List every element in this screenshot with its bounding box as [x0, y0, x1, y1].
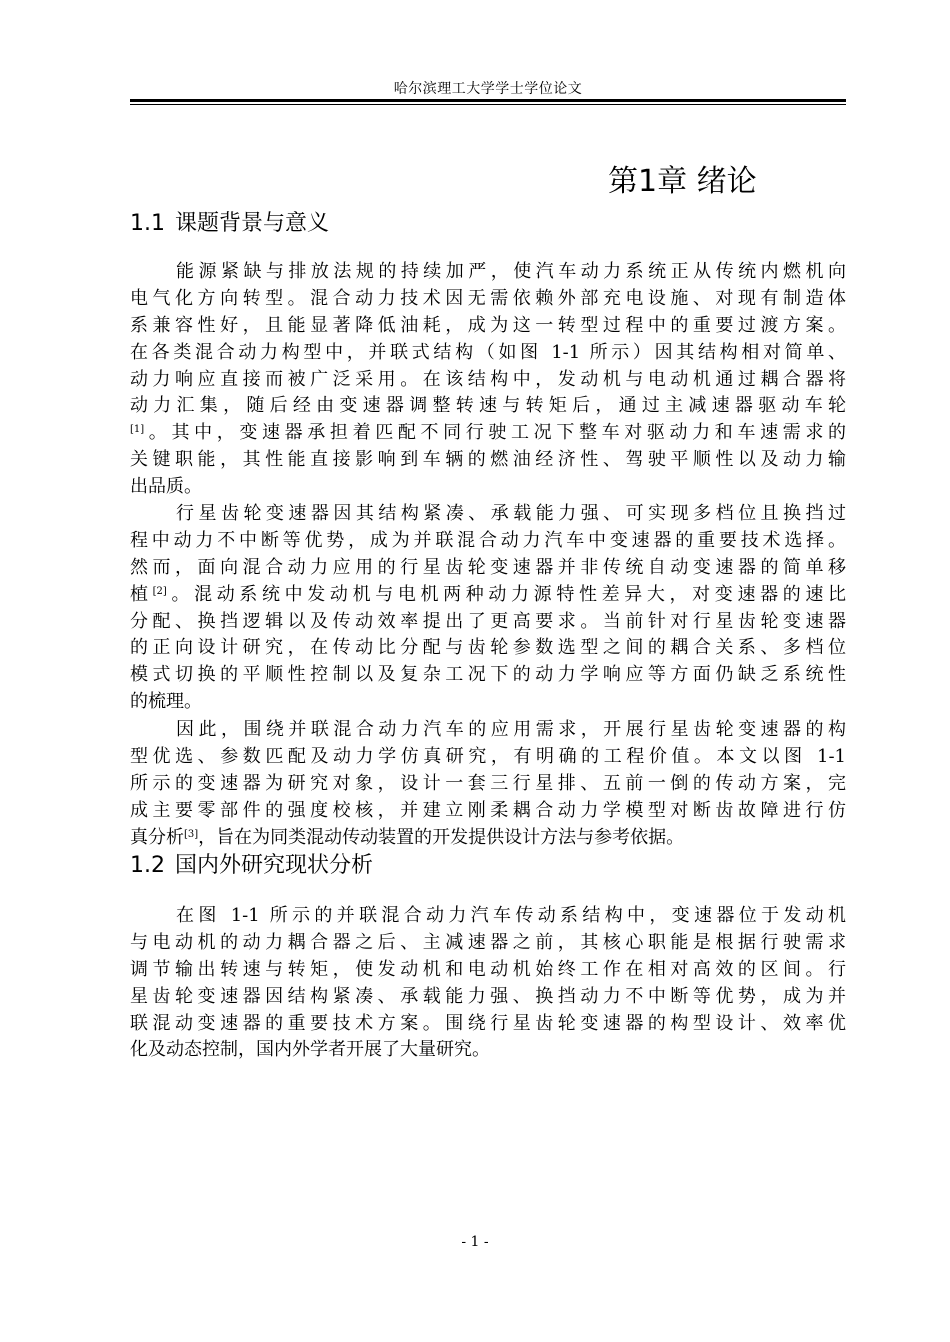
- paragraph-line: 化及动态控制，国内外学者开展了大量研究。: [130, 1039, 490, 1061]
- paragraph-line: 与电动机的动力耦合器之后、主减速器之前，其核心职能是根据行驶需求: [130, 931, 846, 953]
- line-text-start: 植: [130, 583, 153, 605]
- paragraph-line: 联混动变速器的重要技术方案。围绕行星齿轮变速器的构型设计、效率优: [130, 1012, 846, 1034]
- paragraph-line: 在图 1-1 所示的并联混合动力汽车传动系结构中，变速器位于发动机: [176, 905, 846, 926]
- paragraph-line: 系兼容性好，且能显著降低油耗，成为这一转型过程中的重要过渡方案。: [130, 314, 846, 336]
- paragraph-line: [130, 420, 846, 447]
- page-number: - 1 -: [461, 1234, 489, 1250]
- section-title-text: 课题背景与意义: [175, 211, 330, 236]
- citation: [1]: [130, 424, 145, 436]
- paragraph-line: 分配、换挡逻辑以及传动效率提出了更高要求。当前针对行星齿轮变速器: [130, 610, 846, 632]
- page-header: 哈尔滨理工大学学士学位论文: [393, 81, 583, 97]
- paragraph-line: 然而，面向混合动力应用的行星齿轮变速器并非传统自动变速器的简单移: [130, 556, 846, 578]
- paragraph-line: 动力响应直接而被广泛采用。在该结构中，发动机与电动机通过耦合器将: [130, 368, 846, 390]
- citation: [3]: [184, 828, 199, 840]
- line-text: ，旨在为同类混动传动装置的开发提供设计方法与参考依据。: [198, 826, 685, 848]
- paragraph-line: 所示的变速器为研究对象，设计一套三行星排、五前一倒的传动方案，完: [130, 772, 846, 794]
- paragraph-line: 模式切换的平顺性控制以及复杂工况下的动力学响应等方面仍缺乏系统性: [130, 664, 846, 686]
- paragraph: [130, 259, 846, 501]
- section-heading-1-2: [130, 848, 373, 879]
- paragraph-line: 的正向设计研究，在传动比分配与齿轮参数选型之间的耦合关系、多档位: [130, 637, 846, 659]
- paragraph-line: 因此，围绕并联混合动力汽车的应用需求，开展行星齿轮变速器的构: [176, 719, 846, 740]
- paragraph-line: 的梳理。: [130, 691, 202, 713]
- paragraph-line: 关键职能，其性能直接影响到车辆的燃油经济性、驾驶平顺性以及动力输: [130, 449, 846, 471]
- paragraph-line: 动力汇集，随后经由变速器调整转速与转矩后，通过主减速器驱动车轮: [130, 395, 846, 417]
- paragraph-line: 调节输出转速与转矩，使发动机和电动机始终工作在相对高效的区间。行: [130, 958, 846, 980]
- paragraph-line: [130, 582, 846, 609]
- paragraph: [130, 501, 846, 716]
- paragraph-line: 星齿轮变速器因结构紧凑、承载能力强、换挡动力不中断等优势，成为并: [130, 985, 846, 1007]
- section-title-text: 国内外研究现状分析: [175, 853, 374, 878]
- paragraph-line: 程中动力不中断等优势，成为并联混合动力汽车中变速器的重要技术选择。: [130, 529, 846, 551]
- paragraph-line: 能源紧缺与排放法规的持续加严，使汽车动力系统正从传统内燃机向: [176, 261, 846, 282]
- chapter-title: 第1章 绪论: [608, 164, 757, 199]
- paragraph-line: 行星齿轮变速器因其结构紧凑、承载能力强、可实现多档位且换挡过: [176, 503, 846, 524]
- paragraph-line: 电气化方向转型。混合动力技术因无需依赖外部充电设施、对现有制造体: [130, 287, 846, 309]
- header-rule-thick: [130, 99, 846, 102]
- section-number: 1.1: [130, 211, 165, 236]
- section-heading-1-1: [130, 206, 329, 237]
- citation: [2]: [152, 585, 167, 597]
- paragraph-line: 在各类混合动力构型中，并联式结构（如图 1-1 所示）因其结构相对简单、: [130, 341, 846, 363]
- paragraph-line: 出品质。: [130, 476, 202, 498]
- paragraph: [130, 903, 846, 1064]
- paragraph-line: 成主要零部件的强度校核，并建立刚柔耦合动力学模型对断齿故障进行仿: [130, 799, 846, 821]
- line-text: 。其中，变速器承担着匹配不同行驶工况下整车对驱动力和车速需求的: [144, 422, 846, 444]
- section-number: 1.2: [130, 853, 165, 878]
- header-rule-thin: [130, 104, 846, 105]
- paragraph: [130, 717, 846, 851]
- paragraph-line: 型优选、参数匹配及动力学仿真研究，有明确的工程价值。本文以图 1-1: [130, 745, 846, 767]
- line-text: 。混动系统中发动机与电机两种动力源特性差异大，对变速器的速比: [166, 583, 846, 605]
- line-text-start: 真分析: [130, 826, 184, 848]
